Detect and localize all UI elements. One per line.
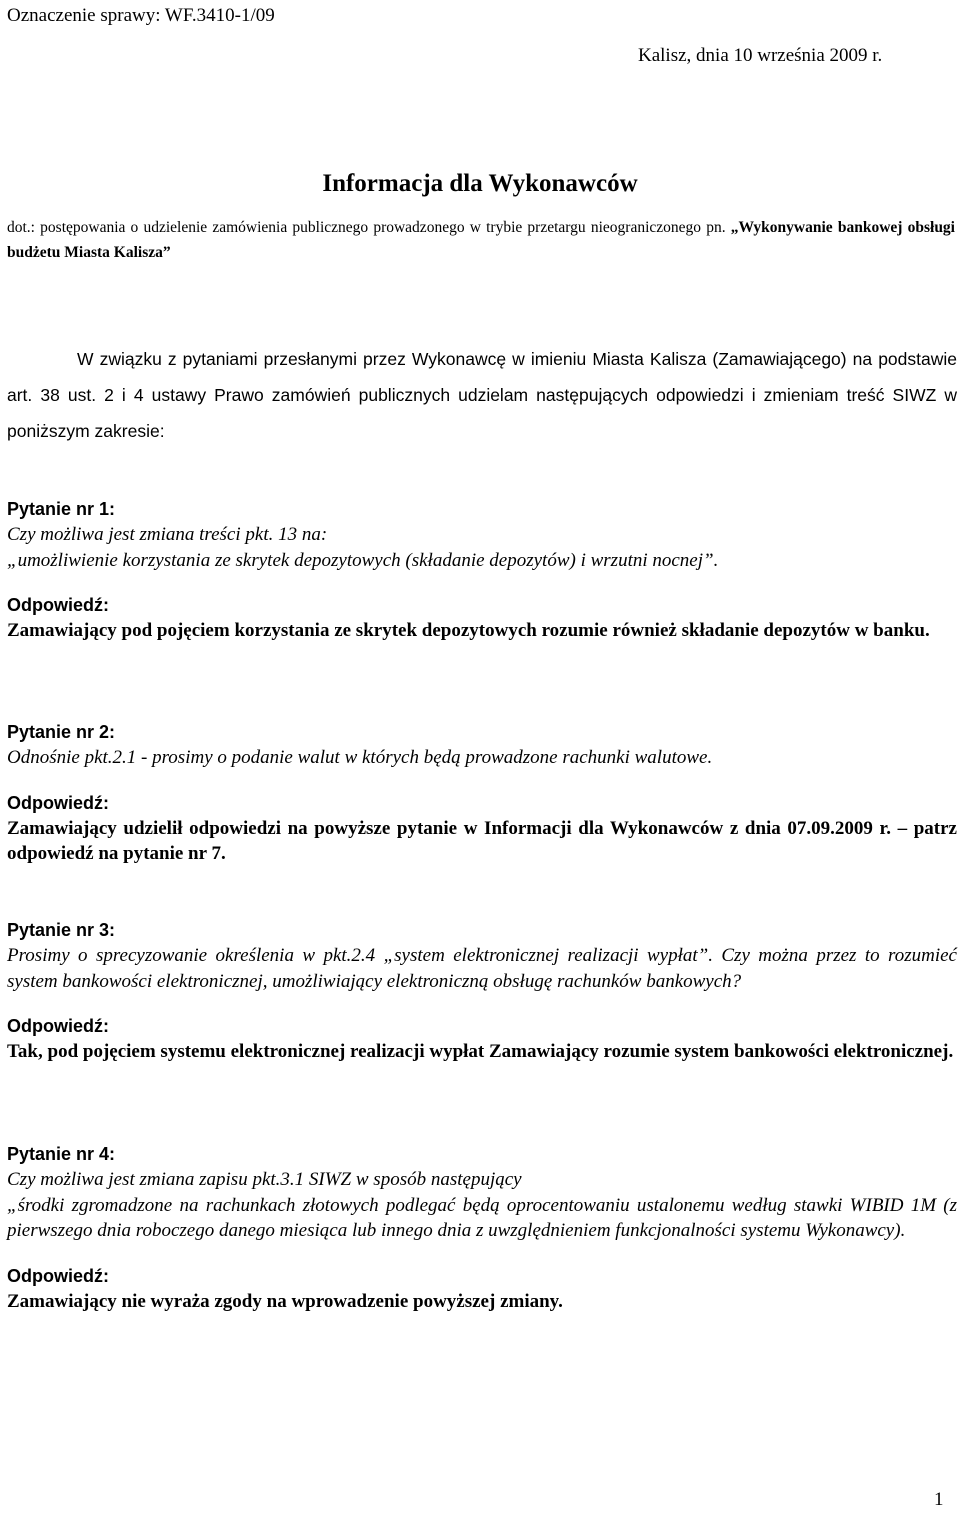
question-block-1 (7, 496, 957, 644)
answer-text: Zamawiający pod pojęciem korzystania ze skrytek depozytowych rozumie również składanie depozytów w banku. (7, 620, 930, 641)
answer-text: Zamawiający nie wyraża zgody na wprowadzenie powyższej zmiany. (7, 1290, 563, 1312)
question-block-2 (7, 719, 957, 867)
answer-heading: Odpowiedź: (7, 595, 109, 615)
answer-text: Zamawiający udzielił odpowiedzi na powyższe pytanie w Informacji dla Wykonawców z dnia 07.09.2009 r. – patrz odpowiedź na pytanie nr 7. (7, 817, 957, 864)
intro-text: W związku z pytaniami przesłanymi przez Wykonawcę w imieniu Miasta Kalisza (Zamawiającego) na podstawie art. 38 ust. 2 i 4 ustawy Prawo zamówień publicznych udzielam następujących odpowiedzi i zmieniam treść SIWZ w poniższym zakresie: (7, 349, 957, 441)
question-block-4 (7, 1141, 957, 1314)
answer-heading: Odpowiedź: (7, 1016, 109, 1036)
answer-heading: Odpowiedź: (7, 792, 109, 813)
answer-heading: Odpowiedź: (7, 1265, 109, 1286)
question-block-3 (7, 917, 957, 1065)
question-heading: Pytanie nr 4: (7, 1144, 116, 1164)
question-text: Odnośnie pkt.2.1 - prosimy o podanie walut w których będą prowadzone rachunki walutowe. (7, 747, 713, 768)
question-heading: Pytanie nr 3: (7, 920, 116, 940)
question-text: Czy możliwa jest zmiana zapisu pkt.3.1 SIWZ w sposób następujący „środki zgromadzone na rachunkach złotowych podlegać będą oprocentowaniu ustalonemu według stawki WIBID 1M (z pierwszego dnia roboczego danego miesiąca lub innego dnia z uwzględnieniem funkcjonalności systemu Wykonawcy). (7, 1169, 957, 1241)
intro-paragraph (7, 341, 957, 449)
question-text: Czy możliwa jest zmiana treści pkt. 13 na: „umożliwienie korzystania ze skrytek depozytowych (składanie depozytów) i wrzutni nocnej”. (7, 524, 719, 571)
case-number: Oznaczenie sprawy: WF.3410-1/09 (7, 5, 275, 26)
answer-text: Tak, pod pojęciem systemu elektronicznej realizacji wypłat Zamawiający rozumie system bankowości elektronicznej. (7, 1041, 954, 1062)
subject-name: „Wykonywanie bankowej obsługi budżetu Miasta Kalisza” (7, 219, 955, 261)
page-number: 1 (934, 1489, 944, 1510)
question-heading: Pytanie nr 2: (7, 722, 116, 742)
document-title: Informacja dla Wykonawców (322, 170, 638, 197)
place-date: Kalisz, dnia 10 września 2009 r. (638, 45, 883, 66)
question-heading: Pytanie nr 1: (7, 499, 116, 519)
subject-prefix: dot.: postępowania o udzielenie zamówienia publicznego prowadzonego w trybie przetargu nieograniczonego pn. (7, 219, 731, 236)
question-text: Prosimy o sprecyzowanie określenia w pkt.2.4 „system elektronicznej realizacji wypłat”. Czy można przez to rozumieć system bankowości elektronicznej, umożliwiający elektroniczną obsługę rachunków bankowych? (7, 945, 957, 992)
subject-line (7, 215, 955, 265)
